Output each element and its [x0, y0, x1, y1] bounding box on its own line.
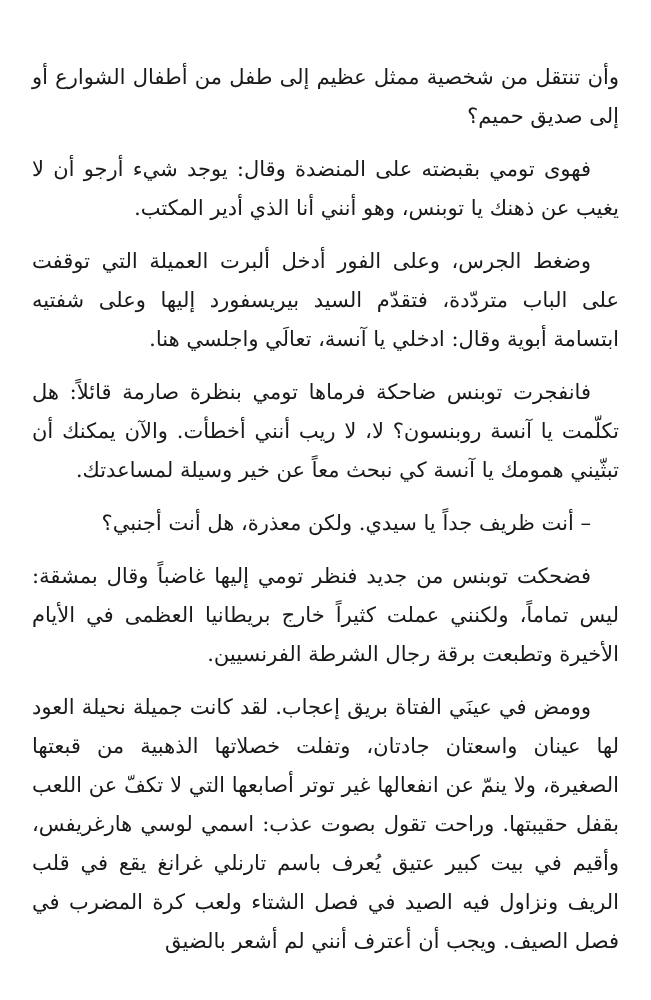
paragraph: فانفجرت توبنس ضاحكة فرماها تومي بنظرة صارمة قائلاً: هل تكلّمت يا آنسة روبنسون؟ لا، لا ريب أنني أخطأت. والآن يمكنك أن تبثّيني همومك يا آنسة كي نبحث معاً عن خير وسيلة لمساعدتك. — [32, 380, 619, 482]
paragraph: وومض في عينَي الفتاة بريق إعجاب. لقد كانت جميلة نحيلة العود لها عينان واسعتان جادتان، وتفلت خصلاتها الذهبية من قبعتها الصغيرة، ولا ينمّ عن انفعالها غير توتر أصابعها التي لا تكفّ عن اللعب بقفل حقيبتها. وراحت تقول بصوت عذب: اسمي لوسي هارغريفس، وأقيم في بيت كبير عتيق يُعرف باسم تارنلي غرانغ يقع في قلب الريف ونزاول فيه الصيد في فصل الشتاء ولعب كرة المضرب في فصل الصيف. ويجب أن أعترف أنني لم أشعر بالضيق — [32, 695, 619, 953]
dialogue-paragraph: – أنت ظريف جداً يا سيدي. ولكن معذرة، هل أنت أجنبي؟ — [101, 511, 591, 535]
paragraph: فهوى تومي بقبضته على المنضدة وقال: يوجد شيء أرجو أن لا يغيب عن ذهنك يا توبنس، وهو أنني أنا الذي أدير المكتب. — [32, 157, 619, 220]
paragraph: فضحكت توبنس من جديد فنظر تومي إليها غاضباً وقال بمشقة: ليس تماماً، ولكنني عملت كثيراً خارج بريطانيا العظمى في الأيام الأخيرة وتطبعت برقة رجال الشرطة الفرنسيين. — [32, 564, 619, 666]
paragraph: وضغط الجرس، وعلى الفور أدخل ألبرت العميلة التي توقفت على الباب متردّدة، فتقدّم السيد بيريسفورد إليها وعلى شفتيه ابتسامة أبوية وقال: ادخلي يا آنسة، تعالَي واجلسي هنا. — [32, 249, 619, 351]
book-page — [32, 58, 619, 975]
paragraph: وأن تنتقل من شخصية ممثل عظيم إلى طفل من أطفال الشوارع أو إلى صديق حميم؟ — [32, 65, 619, 128]
